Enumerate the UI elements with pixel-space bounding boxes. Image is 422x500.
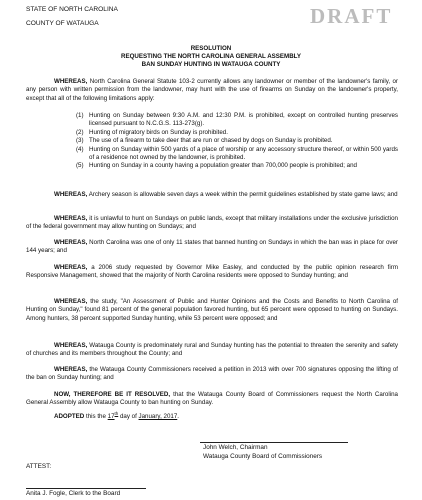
chairman-name: John Welch, Chairman	[203, 444, 268, 451]
paragraph-public-lands: WHEREAS, it is unlawful to hunt on Sundays on public lands, except that military installations under the exclusive jurisdiction of the federal government may allow hunting on Sundays; and	[26, 215, 398, 231]
title-ban: BAN SUNDAY HUNTING IN WATAUGA COUNTY	[141, 61, 281, 68]
clerk-name: Anita J. Fogle, Clerk to the Board	[26, 490, 121, 497]
paragraph-study: WHEREAS, a 2006 study requested by Governor Mike Easley, and conducted by the public opinion research firm Responsive Management, showed that the majority of North Carolina residents were opposed to Sunday hunting; and	[26, 264, 398, 280]
paragraph-archery: WHEREAS, Archery season is allowable seven days a week within the permit guidelines established by state game laws; and	[54, 191, 398, 198]
chairman-signature-line	[200, 442, 348, 443]
list-item: (4) Hunting on Sunday within 500 yards of a place of worship or any accessory structure thereof, or within 500 yards of a residence not owned by the landowner, is prohibited.	[76, 145, 398, 162]
list-item: (5) Hunting on Sunday in a county having a population greater than 700,000 people is prohibited; and	[76, 162, 357, 170]
paragraph-assessment: WHEREAS, the study, "An Assessment of Public and Hunter Opinions and the Costs and Benefits to North Carolina of Hunting on Sunday," found 81 percent of the general population favored hunting, but 65 percent were opposed to hunting on Sundays. Among hunters, 38 percent supported Sunday hunting, while 53 percent were opposed; and	[26, 298, 398, 322]
state-heading: STATE OF NORTH CAROLINA	[26, 6, 118, 13]
board-title: Watauga County Board of Commissioners	[203, 453, 323, 460]
title-requesting: REQUESTING THE NORTH CAROLINA GENERAL ASSEMBLY	[120, 53, 302, 60]
list-item: (3) The use of a firearm to take deer that are run or chased by dogs on Sunday is prohibited.	[76, 137, 333, 145]
limitations-list	[76, 112, 398, 171]
paragraph-petition: WHEREAS, the Watauga County Commissioners received a petition in 2013 with over 700 signatures opposing the lifting of the ban on Sunday hunting; and	[26, 366, 398, 382]
paragraph-states: WHEREAS, North Carolina was one of only 11 states that banned hunting on Sundays in which the ban was in place for over 144 years; and	[26, 239, 398, 255]
paragraph-statute: WHEREAS, North Carolina General Statute 103-2 currently allows any landowner or member of the landowner's family, or any person with written permission from the landowner, may hunt with the use of firearms on Sunday on the landowner's property, except that all of the following limitations apply:	[26, 78, 398, 102]
paragraph-resolved: NOW, THEREFORE BE IT RESOLVED, that the Watauga County Board of Commissioners request the North Carolina General Assembly allow Watauga County to ban hunting on Sunday.	[26, 391, 398, 407]
paragraph-rural: WHEREAS, Watauga County is predominately rural and Sunday hunting has the potential to threaten the serenity and safety of churches and its members throughout the County; and	[26, 342, 398, 358]
attest-label: ATTEST:	[26, 463, 52, 470]
list-item: (2) Hunting of migratory birds on Sunday is prohibited.	[76, 128, 228, 136]
county-heading: COUNTY OF WATAUGA	[26, 20, 99, 27]
clerk-signature-line	[26, 488, 146, 489]
draft-watermark: DRAFT	[310, 4, 393, 28]
list-item: (1) Hunting on Sunday between 9:30 A.M. and 12:30 P.M. is prohibited, except on controlled hunting preserves licensed pursuant to N.C.G.S. 113-273(g).	[76, 112, 398, 128]
title-resolution: RESOLUTION	[190, 45, 232, 52]
paragraph-adopted: ADOPTED this the 17th day of January, 2017.	[54, 410, 180, 420]
